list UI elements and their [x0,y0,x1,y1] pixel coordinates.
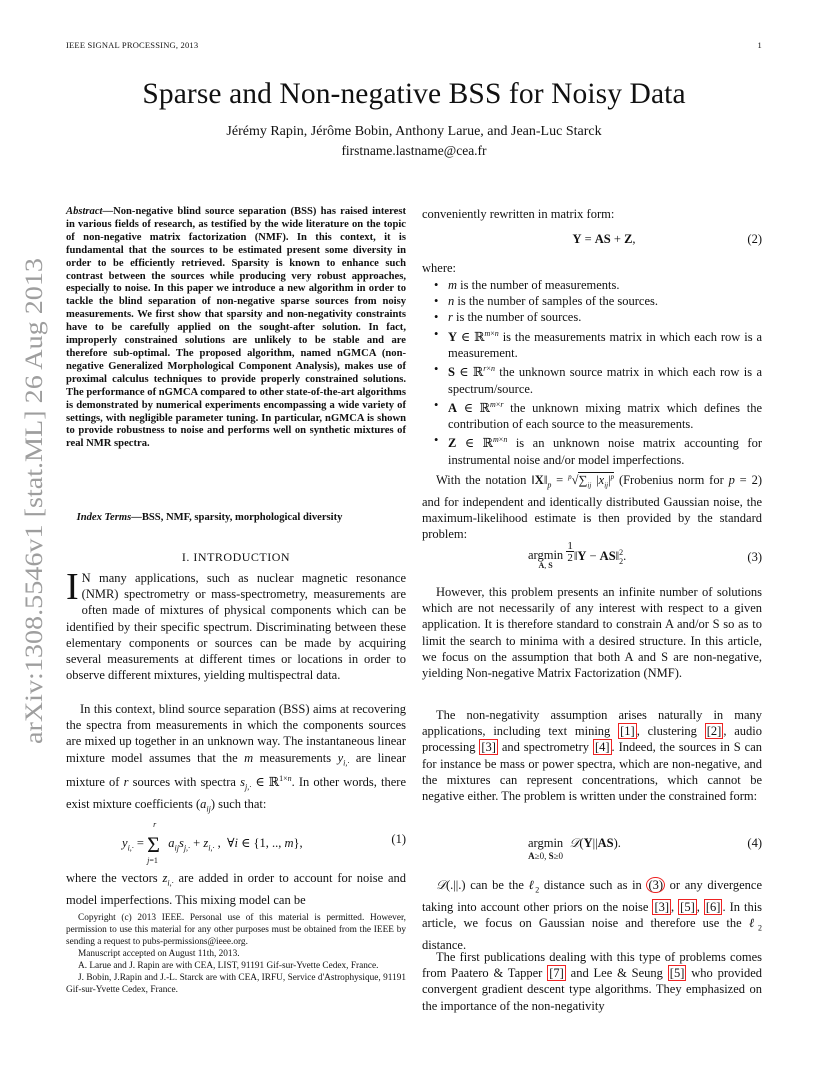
right-paragraph-2: With the notation $‖X‖_p = ^p√\sum_{ij}$ $|x_{ij}|^p$ (Frobenius norm for p = 2) and for independent and identically distributed Gaussian noise, the maximum-likelihood estimate is then provided by the standard problem: [422,473,763,542]
list-item: • Y ∈ ℝ$^{m\times n}$ is the measurements matrix in which each row is a measurement. [432,326,762,362]
author-list: Jérémy Rapin, Jérôme Bobin, Anthony Larue, and Jean-Luc Starck [226,124,602,139]
equation-3-body: argmin $^{A, S}$ 1 2‖Y − AS‖$^2_2$. [528,540,627,570]
running-header [66,40,762,50]
right-paragraph-3: However, this problem presents an infinite number of solutions which are not necessarily of any interest with respect to a given application. It is therefore standard to constrain A and/or S so as to limit the search to minima with a desired structure. In this article, we focus on the assumption that both A and S are non-negative, yielding Non-negative Matrix Factorization (NMF). [422,585,762,681]
equation-ref-link[interactable]: (3) [648,878,664,892]
citation-link[interactable]: [4] [594,740,610,755]
equation-3 [422,542,762,580]
journal-name: IEEE SIGNAL PROCESSING, 2013 [66,40,199,50]
paper-title: Sparse and Non-negative BSS for Noisy Data [142,78,686,110]
equation-3-number: (3) [747,550,762,564]
section-heading: I. INTRODUCTION [181,550,291,564]
equation-4-body: argmin $^{A\ge 0, S\ge 0}$ 𝒟(Y||AS). [528,836,621,861]
footnote-affiliation-2: J. Bobin, J.Rapin and J.-L. Starck are with CEA, IRFU, Service d'Astrophysique, 91191 Gif-sur-Yvette Cedex, France. [66,973,406,995]
arxiv-stamp [20,256,46,746]
list-item: • S ∈ ℝ$^{r\times n}$ the unknown source matrix in which each row is a spectrum/source. [432,361,762,397]
footnote-copyright: Copyright (c) 2013 IEEE. Personal use of this material is permitted. However, permission to use this material for any other purposes must be obtained from the IEEE by sending a request to pubs-permissions@ieee.org. [66,913,406,947]
equation-2 [422,232,762,247]
intro-paragraph-3: where the vectors $z_{i,\cdot}$ are added in order to account for noise and model imperfections. This mixing model can be [66,871,407,907]
index-terms [66,512,406,523]
citation-link[interactable]: [7] [549,966,564,981]
abstract-label: Abstract [66,206,103,217]
citation-link[interactable]: [5] [680,899,695,914]
list-item: • A ∈ ℝ$^{m\times r}$ the unknown mixing matrix which defines the contribution of each source to the measurements. [432,397,762,433]
where-label: where: [422,261,457,275]
abstract-text: —Non-negative blind source separation (BSS) has raised interest in various fields of research, as testified by the wide literature on the topic of non-negative matrix factorization (NMF). In this context, it is fundamental that the sources to be estimated present some diversity in order to be efficiently retrieved. Sparsity is known to enhance such contrast between the sources while producing very robust approaches, especially to noise. In this paper we introduce a new algorithm in order to tackle the blind separation of non-negative sparse sources from noisy measurements. We first show that sparsity and non-negativity constraints have to be carefully applied on the sought-after solution. In fact, improperly constrained solutions are unlikely to be stable and are therefore sub-optimal. The proposed algorithm, named nGMCA (non-negative Generalized Morphological Component Analysis), makes use of proximal calculus techniques to provide properly constrained solutions. The performance of nGMCA compared to other state-of-the-art algorithms is demonstrated by numerical experiments encompassing a wide variety of settings, with negligible parameter tuning. In particular, nGMCA is shown to provide robustness to noise and performs well on synthetic mixtures of real NMR spectra. [66,206,406,450]
intro-p2-d: sources with spectra [132,775,236,790]
author-email: firstname.lastname@cea.fr [341,143,487,158]
equation-1-body: $y_{i,\cdot} = \Sigma$ r j=1 $a_{ij}s_{j,\cdot} + z_{i,\cdot}$ , ∀i ∈ {1, .., m}, [122,820,303,865]
list-item: • Z ∈ ℝ$^{m\times n}$ is an unknown noise matrix accounting for instrumental noise and/or model imperfections. [432,432,762,468]
right-paragraph-6: The first publications dealing with this type of problems comes from Paatero & Tapper [7] and Lee & Seung [5] who provided convergent gradient descent type algorithms. They emphasized on the importance of the non-negativity [422,950,763,1013]
right-paragraph-5: 𝒟(.||.) can be the ℓ$_2$ distance such as in (3) or any divergence taking into account other priors on the noise [3] , [5] , [6] . In this article, we focus on Gaussian noise and therefore use the ℓ$_2$ distance. [422,878,763,952]
citation-link[interactable]: [3] [654,899,670,914]
citation-link[interactable]: [2] [706,724,722,739]
page-number: 1 [757,40,762,50]
intro-p2-e: . In other words, there exist mixture coefficients [66,775,407,812]
footnotes [66,912,406,996]
equation-2-body: Y = AS + Z, [572,232,636,246]
intro-p3-a: where the vectors [66,871,158,885]
list-item: • n is the number of samples of the sources. [432,293,762,309]
citation-link[interactable]: [5] [669,966,685,981]
equation-4-number: (4) [747,836,762,850]
list-item: • m is the number of measurements. [432,277,762,293]
citation-link[interactable]: [6] [705,899,721,914]
intro-p2-f: such that: [218,797,267,812]
index-terms-text: —BSS, NMF, sparsity, morphological diversity [131,512,343,523]
equation-1 [66,820,406,865]
arxiv-stamp-text: arXiv:1308.5546v1 [stat.ML] 26 Aug 2013 [21,312,48,744]
equation-4 [422,836,762,870]
intro-p2-a: In this context, blind source separation (BSS) aims at recovering the spectra from measurements in which the components sources are mixed up together in an unknown way. The instantaneous linear mixture model assumes that the [66,702,406,765]
abstract [66,206,406,451]
index-terms-label: Index Terms [76,512,132,523]
citation-link[interactable]: [1] [620,724,635,739]
definition-list [432,277,762,468]
intro-p1-text: N many applications, such as nuclear magnetic resonance (NMR) spectrometry or mass-spectrometry, measurements are often made of mixtures of physical components which can be identified by their specific spectrum. Discriminating between these elementary components or sources can be made by acquiring several measurements at different times or locations in order to observe different mixtures, yielding multispectral data. [66,571,406,683]
equation-1-number: (1) [391,832,406,846]
intro-p2-b: measurements [259,750,332,765]
citation-link[interactable]: [3] [481,740,496,755]
list-item: • r is the number of sources. [432,309,762,325]
right-paragraph-1: conveniently rewritten in matrix form: [422,207,615,221]
footnote-manuscript: Manuscript accepted on August 11th, 2013. [78,949,240,959]
intro-p3-b: are added in order to account for noise and model imperfections. This mixing model can be [66,871,407,907]
equation-2-number: (2) [747,232,762,246]
right-paragraph-4: The non-negativity assumption arises naturally in many applications, including text mining [1] , clustering [2] , audio processing [3] and spectrometry [4] . Indeed, the sources in S can for instance be mass or power spectra, which are non-negative, and the mixtures can represent concentrations, which cannot be negative either. The problem is written under the constrained form: [422,708,763,804]
intro-paragraph-1 [66,566,406,683]
intro-paragraph-2: In this context, blind source separation (BSS) aims at recovering the spectra from measurements in which the components sources are mixed up together in an unknown way. The instantaneous linear mixture model assumes that the m measurements $y_{i,\cdot}$ are linear mixture of r sources with spectra $s_{j,\cdot}$ ∈ ℝ$^{1\times n}$. In other words, there exist mixture coefficients $(a_{ij})$ such that: [66,702,407,814]
intro-p2-c: are linear mixture of [66,750,407,790]
drop-cap: I [66,566,79,608]
footnote-affiliation-1: A. Larue and J. Rapin are with CEA, LIST, 91191 Gif-sur-Yvette Cedex, France. [78,961,379,971]
